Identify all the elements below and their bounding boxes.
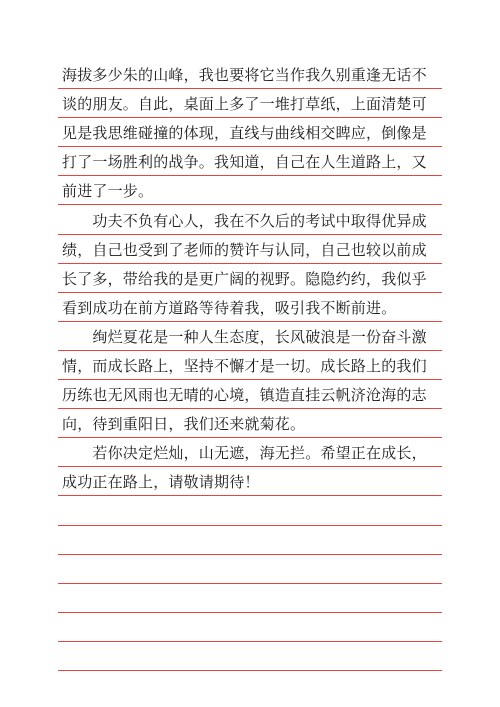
ruled-line (58, 583, 442, 584)
text-line: 功夫不负有心人，我在不久后的考试中取得优异成 (62, 212, 427, 230)
text-line: 绚烂夏花是一种人生态度，长风破浪是一份奋斗激 (62, 328, 427, 346)
text-line: 成功正在路上，请敬请期待！ (62, 473, 260, 491)
ruled-line (58, 670, 442, 671)
ruled-line (58, 146, 442, 147)
text-line (62, 645, 442, 669)
ruled-line (58, 88, 442, 89)
ruled-line (58, 554, 442, 555)
text-line (62, 616, 442, 640)
text-line: 长了多，带给我的是更广阔的视野。隐隐约约，我似乎 (62, 270, 427, 288)
ruled-line (58, 175, 442, 176)
ruled-line (58, 263, 442, 264)
ruled-line (58, 641, 442, 642)
ruled-line (58, 495, 442, 496)
text-line (62, 558, 442, 582)
ruled-line (58, 612, 442, 613)
text-line: 谈的朋友。自此，桌面上多了一堆打草纸，上面清楚可 (62, 95, 427, 113)
ruled-line (58, 292, 442, 293)
text-line (62, 587, 442, 611)
ruled-line (58, 437, 442, 438)
text-line: 历练也无风雨也无晴的心境，镇造直挂云帆济沧海的志 (62, 386, 427, 404)
text-line: 看到成功在前方道路等待着我，吸引我不断前进。 (62, 299, 397, 317)
text-line: 海拔多少朱的山峰，我也要将它当作我久别重逢无话不 (62, 66, 427, 84)
ruled-line (58, 525, 442, 526)
text-line: 前进了一步。 (62, 182, 154, 200)
ruled-line (58, 321, 442, 322)
text-line: 绩，自己也受到了老师的赞许与认同，自己也较以前成 (62, 241, 427, 259)
ruled-line (58, 466, 442, 467)
text-line: 向，待到重阳日，我们还来就菊花。 (62, 415, 306, 433)
text-line (62, 500, 442, 524)
text-line: 打了一场胜利的战争。我知道，自己在人生道路上，又 (62, 153, 427, 171)
ruled-line (58, 204, 442, 205)
text-line: 若你决定烂灿，山无遮，海无拦。希望正在成长， (62, 444, 427, 462)
ruled-line (58, 234, 442, 235)
ruled-line (58, 350, 442, 351)
text-line (62, 529, 442, 553)
text-line: 见是我思维碰撞的体现，直线与曲线相交睥应，倒像是 (62, 124, 427, 142)
ruled-line (58, 379, 442, 380)
text-line: 情，而成长路上，坚持不懈才是一切。成长路上的我们 (62, 357, 427, 375)
ruled-line (58, 117, 442, 118)
ruled-line (58, 408, 442, 409)
